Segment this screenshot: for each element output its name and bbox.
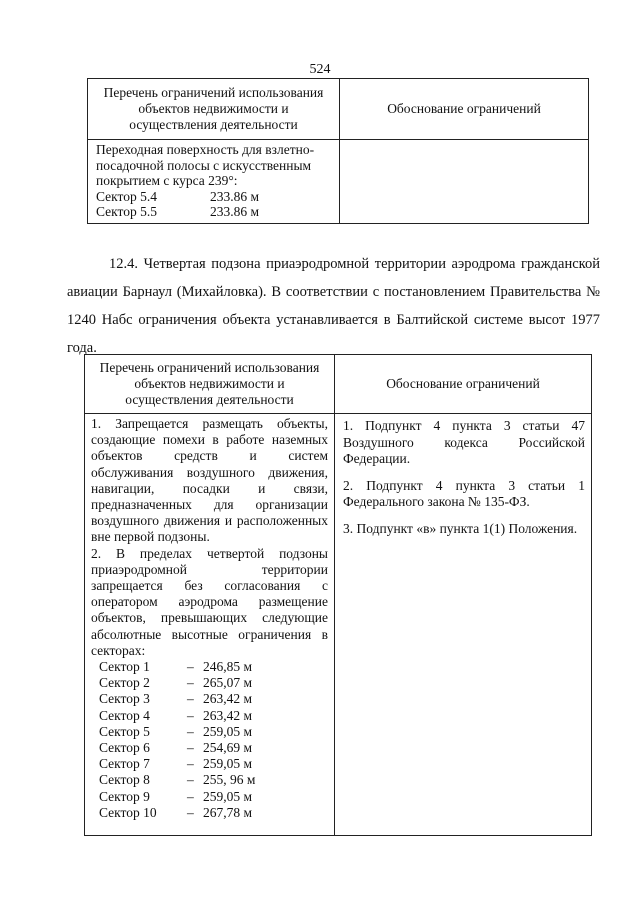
sector-line xyxy=(99,772,328,788)
header-restrictions-list xyxy=(85,355,335,414)
table-header-row xyxy=(88,79,589,140)
sector-value: 233.86 м xyxy=(210,188,260,204)
sector-line xyxy=(96,189,333,205)
sector-name: Сектор 3 xyxy=(99,691,150,707)
sector-line xyxy=(99,708,328,724)
paragraph-text: 12.4. Четвертая подзона приаэродромной территории аэродрома гражданской авиации Барнаул (Михайловка). В соответствии с постановлением Правительства № 1240 Набс ограничения объекта устанавливается в Балтийской системе высот 1977 года. xyxy=(67,256,600,356)
sector-line xyxy=(99,675,328,691)
table-header-row xyxy=(85,355,592,414)
page-number: 524 xyxy=(309,62,331,77)
sector-value: 263,42 м xyxy=(203,707,253,723)
sector-dash: – xyxy=(187,740,194,756)
sector-line xyxy=(99,724,328,740)
sector-name: Сектор 5.5 xyxy=(96,204,158,219)
sector-value: 259,05 м xyxy=(203,756,253,772)
sector-name: Сектор 5 xyxy=(99,723,150,739)
justification-cell xyxy=(340,140,589,224)
sector-dash: – xyxy=(187,723,194,739)
restriction-cell xyxy=(88,140,340,224)
sector-dash: – xyxy=(187,804,194,820)
header-restrictions-list xyxy=(88,79,340,140)
header-line: Перечень ограничений использования xyxy=(103,85,324,100)
sector-line xyxy=(99,789,328,805)
sector-dash: – xyxy=(187,691,194,707)
text-line: Переходная поверхность для взлетно- xyxy=(96,142,315,157)
sector-name: Сектор 2 xyxy=(99,675,150,691)
sector-dash: – xyxy=(187,756,194,772)
sector-dash: – xyxy=(187,772,194,788)
sector-name: Сектор 10 xyxy=(99,804,157,820)
text-line: покрытием с курса 239°: xyxy=(96,173,238,188)
sector-value: 267,78 м xyxy=(203,804,253,820)
table-row xyxy=(85,414,592,836)
header-line: Перечень ограничений использования xyxy=(99,360,320,375)
sector-dash: – xyxy=(187,707,194,723)
sector-name: Сектор 1 xyxy=(99,659,150,675)
restriction-cell xyxy=(85,414,335,836)
sector-name: Сектор 5.4 xyxy=(96,188,158,204)
sector-list xyxy=(99,659,328,821)
sector-value: 265,07 м xyxy=(203,675,253,691)
header-line: объектов недвижимости и xyxy=(138,101,289,116)
sector-name: Сектор 7 xyxy=(99,756,150,772)
text-line: посадочной полосы с искусственным xyxy=(96,157,312,173)
sector-dash: – xyxy=(187,675,194,691)
sector-value: 246,85 м xyxy=(203,659,253,675)
restrictions-table-1 xyxy=(87,78,589,224)
header-line: осуществления деятельности xyxy=(125,392,294,407)
sector-name: Сектор 4 xyxy=(99,707,150,723)
restrictions-table-2 xyxy=(84,354,592,836)
header-justification: Обоснование ограничений xyxy=(335,355,592,414)
sector-value: 259,05 м xyxy=(203,723,253,739)
justification-item-2: 2. Подпункт 4 пункта 3 статьи 1 Федерального закона № 135-ФЗ. xyxy=(343,477,585,509)
sector-line xyxy=(96,204,333,220)
header-line: объектов недвижимости и xyxy=(134,376,285,391)
sector-name: Сектор 9 xyxy=(99,788,150,804)
sector-line xyxy=(99,756,328,772)
sector-value: 263,42 м xyxy=(203,691,253,707)
sector-name: Сектор 8 xyxy=(99,772,150,788)
sector-line xyxy=(99,740,328,756)
sector-value: 259,05 м xyxy=(203,788,253,804)
justification-item-3: 3. Подпункт «в» пункта 1(1) Положения. xyxy=(343,520,578,536)
sector-dash: – xyxy=(187,659,194,675)
sector-value: 255, 96 м xyxy=(203,772,256,788)
sector-line xyxy=(99,691,328,707)
sector-dash: – xyxy=(187,788,194,804)
sector-line xyxy=(99,659,328,675)
justification-cell xyxy=(335,414,592,836)
section-paragraph xyxy=(67,250,600,362)
table-row xyxy=(88,140,589,224)
sector-value: 233.86 м xyxy=(210,204,260,219)
sector-value: 254,69 м xyxy=(203,740,253,756)
header-line: осуществления деятельности xyxy=(129,117,298,132)
header-justification: Обоснование ограничений xyxy=(340,79,589,140)
justification-item-1: 1. Подпункт 4 пункта 3 статьи 47 Воздушного кодекса Российской Федерации. xyxy=(343,418,585,466)
sector-line xyxy=(99,805,328,821)
sector-name: Сектор 6 xyxy=(99,740,150,756)
restriction-item-1: 1. Запрещается размещать объекты, создающие помехи в работе наземных объектов средств и систем обслуживания воздушного движения, навигации, посадки и связи, предназначенных для организации воздушного движения и расположенных вне первой подзоны. xyxy=(91,416,328,545)
restriction-item-2: 2. В пределах четвертой подзоны приаэродромной территории запрещается без согласования с оператором аэродрома размещение объектов, превышающих следующие абсолютные высотные ограничения в секторах: xyxy=(91,545,328,658)
